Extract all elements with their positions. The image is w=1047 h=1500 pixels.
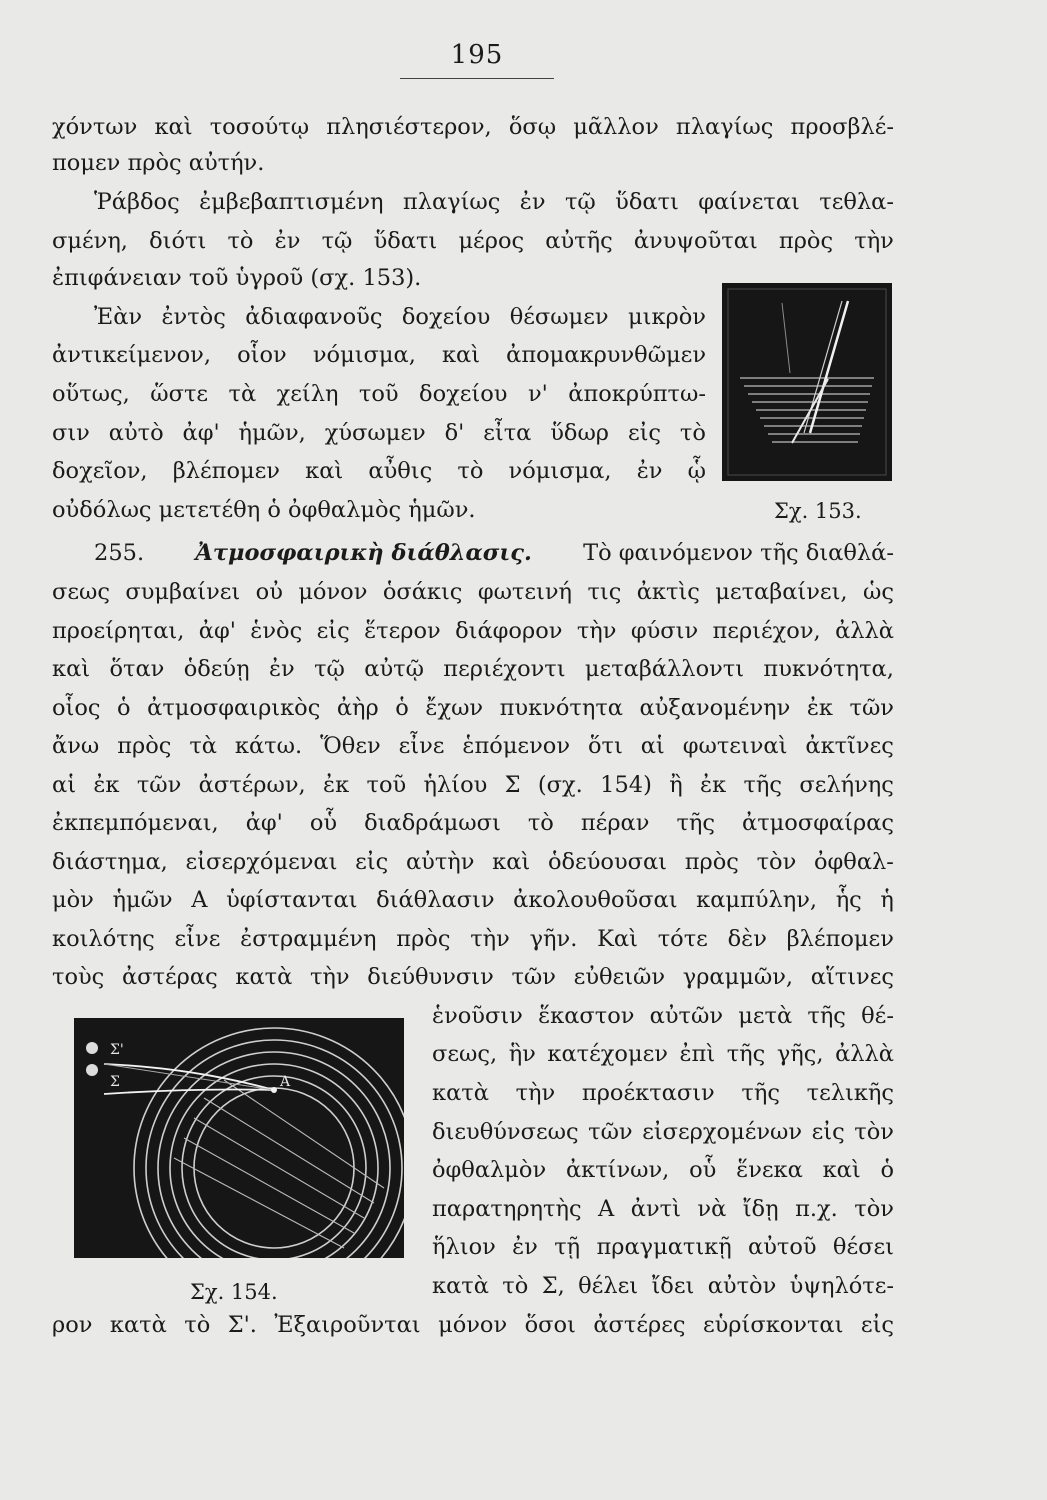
fig154-label-s-prime: Σ'	[110, 1042, 124, 1058]
text-line: πομεν πρὸς αὐτήν.	[52, 150, 265, 176]
text-line: Ῥάβδος ἐμβεβαπτισμένη πλαγίως ἐν τῷ ὕδατι φαίνεται τεθλα-	[94, 189, 894, 215]
text-line: κατὰ τὸ Σ, θέλει ἴδει αὐτὸν ὑψηλότε-	[432, 1273, 894, 1299]
text-line: σιν αὐτὸ ἀφ' ἡμῶν, χύσωμεν δ' εἶτα ὕδωρ εἰς τὸ	[52, 420, 706, 446]
section-title: Ἀτμοσφαιρικὴ διάθλασις.	[195, 540, 532, 566]
text-line: ρον κατὰ τὸ Σ'. Ἐξαιροῦνται μόνον ὅσοι ἀστέρες εὑρίσκονται εἰς	[52, 1312, 894, 1338]
fig154-label-s: Σ	[110, 1074, 120, 1090]
text-line: ἐκπεμπόμεναι, ἀφ' οὗ διαδράμωσι τὸ πέραν τῆς ἀτμοσφαίρας	[52, 810, 894, 836]
figure-154-caption: Σχ. 154.	[190, 1280, 278, 1304]
text-line: σεως συμβαίνει οὐ μόνον ὁσάκις φωτεινή τις ἀκτὶς μεταβαίνει, ὡς	[52, 579, 894, 605]
text-line: ἐπιφάνειαν τοῦ ὑγροῦ (σχ. 153).	[52, 265, 422, 291]
text-line: καὶ ὅταν ὁδεύῃ ἐν τῷ αὐτῷ περιέχοντι μεταβάλλοντι πυκνότητα,	[52, 656, 894, 682]
text-line: σμένη, διότι τὸ ἐν τῷ ὕδατι μέρος αὐτῆς ἀνυψοῦται πρὸς τὴν	[52, 228, 894, 254]
text-line: σεως, ἣν κατέχομεν ἐπὶ τῆς γῆς, ἀλλὰ	[432, 1041, 894, 1067]
figure-154-illustration	[74, 1018, 404, 1258]
section-number: 255.	[94, 540, 145, 566]
text-line: διευθύνσεως τῶν εἰσερχομένων εἰς τὸν	[432, 1119, 894, 1145]
text-line: μὸν ἡμῶν Α ὑφίστανται διάθλασιν ἀκολουθοῦσαι καμπύλην, ἧς ἡ	[52, 887, 894, 913]
text-line: αἱ ἐκ τῶν ἀστέρων, ἐκ τοῦ ἡλίου Σ (σχ. 154) ἢ ἐκ τῆς σελήνης	[52, 772, 894, 798]
text-line: προείρηται, ἀφ' ἑνὸς εἰς ἕτερον διάφορον τὴν φύσιν περιέχον, ἀλλὰ	[52, 618, 894, 644]
figure-153-illustration	[722, 283, 892, 481]
figure-153-caption: Σχ. 153.	[774, 499, 862, 523]
text-line: οὕτως, ὥστε τὰ χείλη τοῦ δοχείου ν' ἀποκρύπτω-	[52, 381, 706, 407]
section-heading-line	[94, 538, 894, 568]
page-number: 195	[450, 40, 504, 70]
text-line: διάστημα, εἰσερχόμεναι εἰς αὐτὴν καὶ ὁδεύουσαι πρὸς τὸν ὀφθαλ-	[52, 849, 894, 875]
text-line: παρατηρητὴς Α ἀντὶ νὰ ἴδῃ π.χ. τὸν	[432, 1196, 894, 1222]
text-line: ἀντικείμενον, οἷον νόμισμα, καὶ ἀπομακρυνθῶμεν	[52, 342, 706, 368]
text-line: δοχεῖον, βλέπομεν καὶ αὖθις τὸ νόμισμα, ἐν ᾧ	[52, 458, 706, 484]
text-line: ὀφθαλμὸν ἀκτίνων, οὗ ἕνεκα καὶ ὁ	[432, 1157, 894, 1183]
fig154-label-a: Α	[280, 1074, 291, 1090]
text-line: ἄνω πρὸς τὰ κάτω. Ὅθεν εἶνε ἑπόμενον ὅτι αἱ φωτειναὶ ἀκτῖνες	[52, 733, 894, 759]
header-rule	[400, 78, 554, 79]
text-line: οὐδόλως μετετέθη ὁ ὀφθαλμὸς ἡμῶν.	[52, 497, 476, 523]
text-line: τοὺς ἀστέρας κατὰ τὴν διεύθυνσιν τῶν εὐθειῶν γραμμῶν, αἵτινες	[52, 964, 894, 990]
text-line: ἑνοῦσιν ἕκαστον αὐτῶν μετὰ τῆς θέ-	[432, 1003, 894, 1029]
text-line: κοιλότης εἶνε ἐστραμμένη πρὸς τὴν γῆν. Καὶ τότε δὲν βλέπομεν	[52, 926, 894, 952]
text-line: κατὰ τὴν προέκτασιν τῆς τελικῆς	[432, 1080, 894, 1106]
text-line: οἷος ὁ ἀτμοσφαιρικὸς ἀὴρ ὁ ἔχων πυκνότητα αὐξανομένην ἐκ τῶν	[52, 695, 894, 721]
text-line: ἥλιον ἐν τῇ πραγματικῇ αὐτοῦ θέσει	[432, 1234, 894, 1260]
section-first-line: Τὸ φαινόμενον τῆς διαθλά-	[583, 540, 894, 566]
text-line: Ἐὰν ἐντὸς ἀδιαφανοῦς δοχείου θέσωμεν μικρὸν	[94, 304, 706, 330]
text-line: χόντων καὶ τοσούτῳ πλησιέστερον, ὅσῳ μᾶλλον πλαγίως προσβλέ-	[52, 114, 894, 140]
